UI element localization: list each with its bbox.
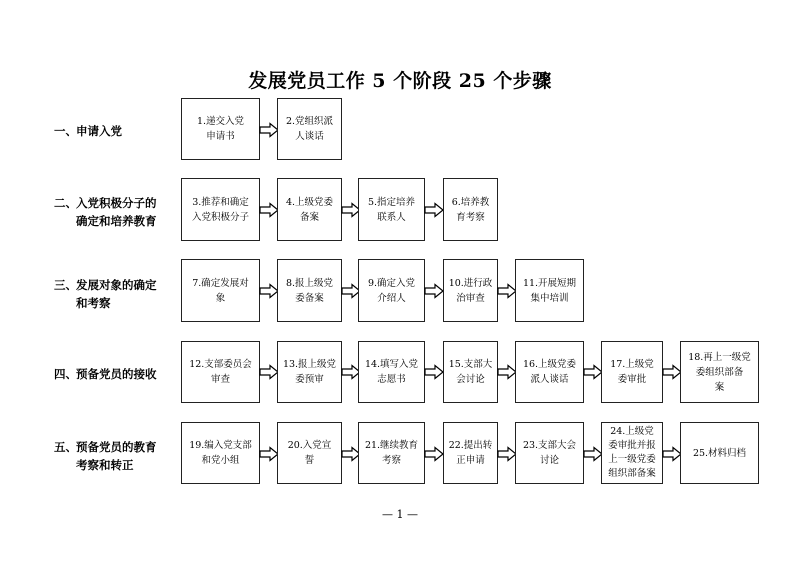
page-number: — 1 — xyxy=(382,508,418,521)
step-box-9: 9.确定入党 介绍人 xyxy=(358,259,425,322)
step-box-6: 6.培养教 育考察 xyxy=(443,178,498,241)
step-box-7: 7.确定发展对 象 xyxy=(181,259,260,322)
stage-title-line2: 确定和培养教育 xyxy=(76,214,157,228)
step-box-2: 2.党组织派 人谈话 xyxy=(277,98,342,160)
stage-label-1 xyxy=(54,122,172,140)
step-box-24: 24.上级党 委审批并报 上一级党委 组织部备案 xyxy=(601,422,663,484)
arrow-right-icon xyxy=(259,364,279,380)
stage-label-2 xyxy=(54,194,172,230)
arrow-right-icon xyxy=(497,446,517,462)
stage-title-line2: 考察和转正 xyxy=(76,458,134,472)
arrow-right-icon xyxy=(259,202,279,218)
stage-title-line1: 申请入党 xyxy=(76,124,122,138)
step-box-22: 22.提出转 正申请 xyxy=(443,422,498,484)
step-box-4: 4.上级党委 备案 xyxy=(277,178,342,241)
step-box-8: 8.报上级党 委备案 xyxy=(277,259,342,322)
step-box-5: 5.指定培养 联系人 xyxy=(358,178,425,241)
arrow-right-icon xyxy=(259,283,279,299)
stage-number: 三、 xyxy=(54,278,77,292)
step-box-16: 16.上级党委 派人谈话 xyxy=(515,341,584,403)
stage-number: 五、 xyxy=(54,440,77,454)
stage-number: 四、 xyxy=(54,367,77,381)
step-box-18: 18.再上一级党 委组织部备 案 xyxy=(680,341,759,403)
stage-label-5 xyxy=(54,438,172,474)
step-box-15: 15.支部大 会讨论 xyxy=(443,341,498,403)
step-box-11: 11.开展短期 集中培训 xyxy=(515,259,584,322)
stage-number: 二、 xyxy=(54,196,77,210)
stage-title-line1: 发展对象的确定 xyxy=(76,278,157,292)
arrow-right-icon xyxy=(259,446,279,462)
arrow-right-icon xyxy=(583,364,603,380)
arrow-right-icon xyxy=(424,364,444,380)
arrow-right-icon xyxy=(259,122,279,138)
step-box-17: 17.上级党 委审批 xyxy=(601,341,663,403)
step-box-1: 1.递交入党 申请书 xyxy=(181,98,260,160)
stage-title-line2: 和考察 xyxy=(76,296,111,310)
arrow-right-icon xyxy=(583,446,603,462)
step-box-20: 20.入党宣 誓 xyxy=(277,422,342,484)
step-box-12: 12.支部委员会 审查 xyxy=(181,341,260,403)
step-box-14: 14.填写入党 志愿书 xyxy=(358,341,425,403)
arrow-right-icon xyxy=(424,446,444,462)
step-box-3: 3.推荐和确定 入党积极分子 xyxy=(181,178,260,241)
stage-title-line1: 预备党员的教育 xyxy=(76,440,157,454)
step-box-19: 19.编入党支部 和党小组 xyxy=(181,422,260,484)
stage-number: 一、 xyxy=(54,124,77,138)
step-box-21: 21.继续教育 考察 xyxy=(358,422,425,484)
stage-label-3 xyxy=(54,276,172,312)
step-box-25: 25.材料归档 xyxy=(680,422,759,484)
page-title: 发展党员工作 5 个阶段 25 个步骤 xyxy=(248,70,552,92)
arrow-right-icon xyxy=(662,446,682,462)
step-box-23: 23.支部大会 讨论 xyxy=(515,422,584,484)
stage-title-line1: 入党积极分子的 xyxy=(76,196,157,210)
step-box-10: 10.进行政 治审查 xyxy=(443,259,498,322)
arrow-right-icon xyxy=(497,364,517,380)
stage-title-line1: 预备党员的接收 xyxy=(76,367,157,381)
arrow-right-icon xyxy=(424,283,444,299)
arrow-right-icon xyxy=(497,283,517,299)
arrow-right-icon xyxy=(424,202,444,218)
stage-label-4 xyxy=(54,365,172,383)
arrow-right-icon xyxy=(662,364,682,380)
step-box-13: 13.报上级党 委预审 xyxy=(277,341,342,403)
